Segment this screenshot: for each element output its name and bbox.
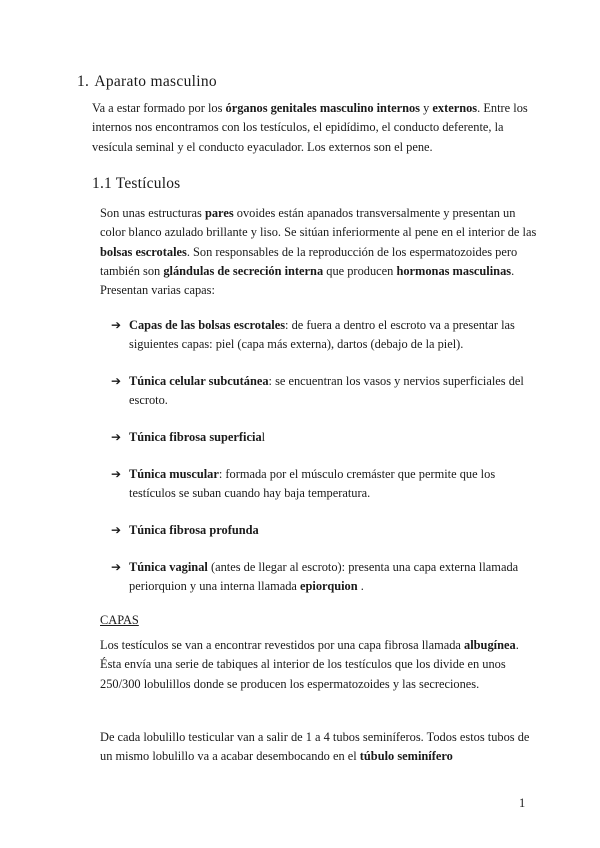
text-run: Son unas estructuras [100,206,205,220]
bullet-text [111,521,536,540]
text-run: l [261,430,266,444]
text-run: . Ésta envía una serie de tabiques al interior de los testículos que los divide en unos 250/300 lobulillos donde se producen los espermatozoides y las secreciones. [100,638,519,691]
capas-paragraph [100,636,540,694]
text-run: . Son responsables de la reproducción de los espermatozoides pero también son [100,244,518,278]
text-run: que producen [323,263,397,278]
bold-term: glándulas de secreción interna [163,263,324,278]
bold-term: Capas de las bolsas escrotales [129,318,286,332]
bullet-tunica-muscular [111,465,536,504]
text-run: . Presentan varias capas: [100,263,515,298]
lobulillo-paragraph [100,728,540,767]
page-number: 1 [519,796,526,810]
bullet-text [111,558,536,597]
section-title: Aparato masculino [94,73,217,90]
subsection-heading-testiculos: 1.1 Testículos [92,175,181,192]
bold-term: pares [204,206,234,220]
capas-heading: CAPAS [100,613,139,627]
text-run: : se encuentran los vasos y nervios superficiales del escroto. [129,374,524,408]
arrow-icon: ➔ [111,430,122,444]
text-run: : formada por el músculo cremáster que permite que los testículos se suban cuando hay baja temperatura. [129,467,496,501]
text-run: ovoides están apanados transversalmente y presentan un color blanco azulado brillante y liso. Se sitúan inferiormente al pene en el interior de las [100,206,537,240]
bold-term: externos [432,101,478,115]
arrow-icon: ➔ [111,523,122,537]
intro-paragraph [92,99,542,157]
bullet-tunica-celular [111,372,536,411]
bold-term: Túnica fibrosa superficia [129,430,262,444]
text-run: De cada lobulillo testicular van a salir de 1 a 4 tubos seminíferos. Todos estos tubos de un mismo lobulillo va a acabar desembocando en el [100,730,530,764]
bullet-tunica-vaginal [111,558,536,597]
testiculos-paragraph [100,204,540,300]
arrow-icon: ➔ [111,318,122,332]
bold-term: Túnica muscular [129,467,219,481]
arrow-icon: ➔ [111,374,122,388]
bullet-text [111,372,536,411]
section-number: 1. [77,73,90,90]
bullet-tunica-fibrosa-superficial [111,428,536,447]
text-run: y [420,101,433,115]
bold-term: Túnica celular subcutánea [129,374,269,388]
bold-term: órganos genitales masculino internos [225,101,420,115]
bullet-text [111,316,536,355]
bold-term: hormonas masculinas [396,263,512,278]
bold-term: Túnica fibrosa profunda [129,523,259,537]
text-run: : de fuera a dentro el escroto va a presentar las siguientes capas: piel (capa más externa), dartos (debajo de la piel). [129,318,515,352]
arrow-icon: ➔ [111,467,122,481]
text-run: . Entre los internos nos encontramos con los testículos, el epidídimo, el conducto deferente, la vesícula seminal y el conducto eyaculador. Los externos son el pene. [92,101,528,154]
bold-term: Túnica vaginal [129,560,208,574]
text-run: (antes de llegar al escroto): presenta una capa externa llamada periorquion y una interna llamada [129,560,519,594]
text-run: Va a estar formado por los [92,101,226,115]
bold-term: túbulo seminífero [359,749,453,764]
text-run: . [357,579,364,594]
arrow-icon: ➔ [111,560,122,574]
section-heading-aparato-masculino [77,73,217,91]
bold-term: bolsas escrotales [100,244,187,259]
text-run: Los testículos se van a encontrar revestidos por una capa fibrosa llamada [100,638,465,652]
bold-term: albugínea [464,638,516,652]
bold-term: epiorquion [300,579,358,594]
bullet-tunica-fibrosa-profunda [111,521,536,540]
bullet-text [111,428,536,447]
bullet-text [111,465,536,504]
bullet-bolsas-escrotales [111,316,536,355]
